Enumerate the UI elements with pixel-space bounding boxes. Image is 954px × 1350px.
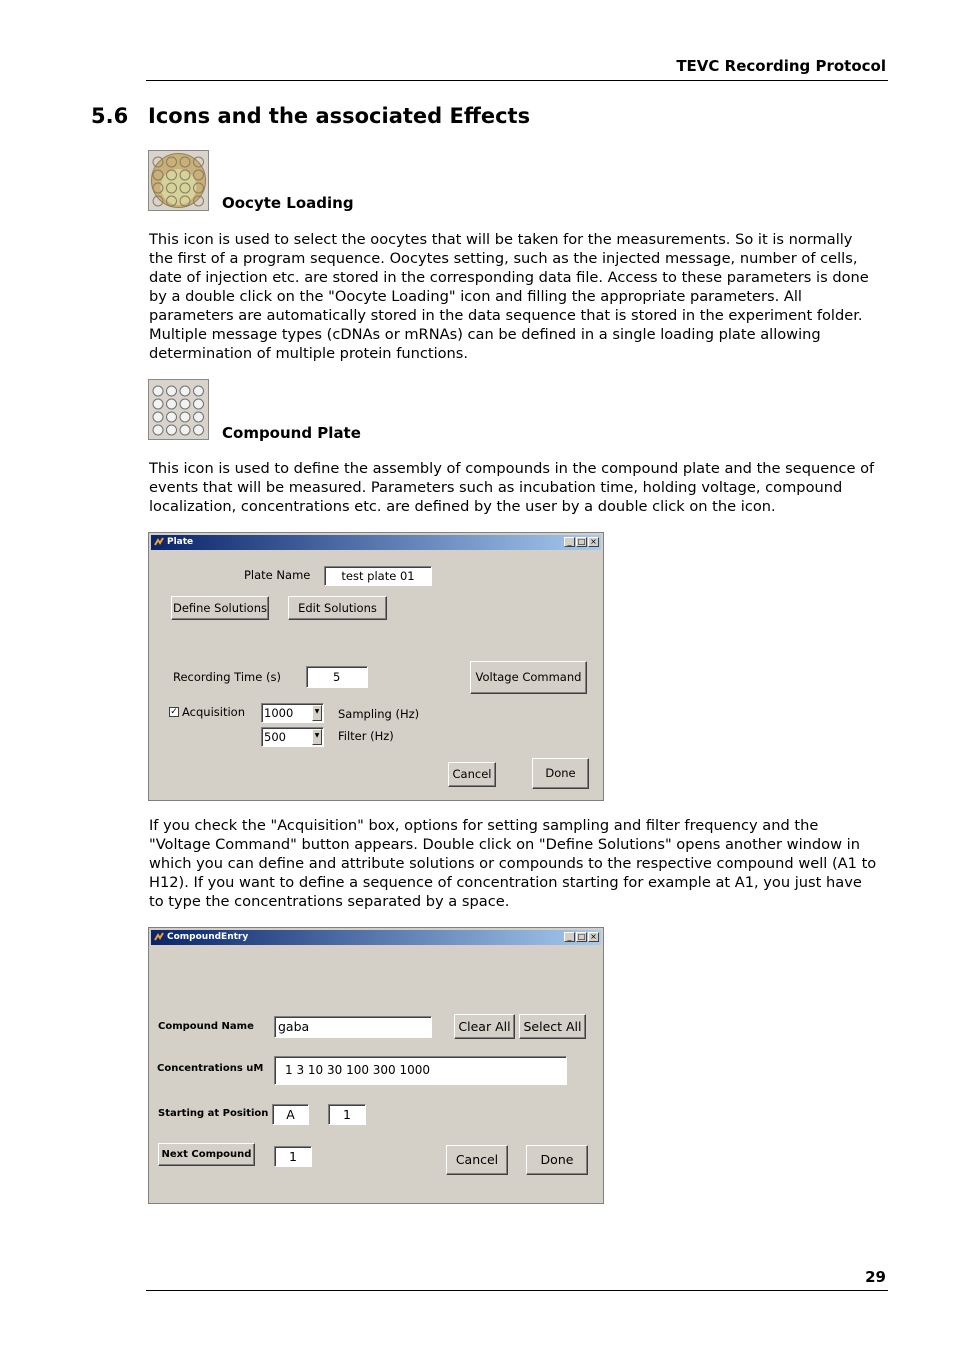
compound-name-label: Compound Name: [158, 1021, 254, 1032]
compound-window-titlebar[interactable]: [151, 930, 601, 945]
oocyte-loading-label: Oocyte Loading: [222, 194, 354, 212]
sampling-label: Sampling (Hz): [338, 707, 420, 721]
compound-plate-icon[interactable]: [148, 379, 209, 440]
plate-window: [148, 532, 604, 801]
next-compound-button[interactable]: Next Compound: [158, 1143, 255, 1166]
done-button[interactable]: Done: [532, 758, 589, 789]
define-solutions-button[interactable]: Define Solutions: [171, 596, 269, 620]
select-all-button[interactable]: Select All: [519, 1014, 586, 1039]
compound-entry-window: [148, 927, 604, 1204]
matlab-icon: [154, 932, 164, 942]
voltage-command-button[interactable]: Voltage Command: [470, 661, 587, 694]
footer-rule: [146, 1290, 888, 1291]
section-title: Icons and the associated Effects: [148, 104, 531, 128]
sampling-select[interactable]: [261, 703, 324, 723]
next-compound-input[interactable]: 1: [274, 1146, 312, 1167]
compound-description: This icon is used to define the assembly of compounds in the compound plate and the sequence of events that will be measured. Parameters such as incubation time, holding voltage, compound localization, concentrations etc. are defined by the user by a double click on the icon.: [149, 460, 875, 515]
minimize-icon[interactable]: _: [564, 932, 575, 942]
maximize-icon[interactable]: □: [577, 537, 586, 546]
minimize-icon[interactable]: _: [564, 537, 575, 547]
middle-paragraph: If you check the "Acquisition" box, options for setting sampling and filter frequency and the "Voltage Command" button appears. Double click on "Define Solutions" opens another window in which you can define and attribute solutions or compounds to the respective compound well (A1 to H12). If you want to define a sequence of concentration starting for example at A1, you just have to type the concentrations separated by a space.: [149, 817, 877, 910]
starting-position-label: Starting at Position: [158, 1108, 269, 1119]
section-number: 5.6: [91, 104, 129, 128]
sampling-value: 1000: [264, 706, 294, 720]
filter-value: 500: [264, 730, 286, 744]
chevron-down-icon[interactable]: ▼: [312, 729, 322, 745]
cancel-button[interactable]: Cancel: [446, 1145, 508, 1175]
start-row-input[interactable]: A: [272, 1104, 309, 1125]
cancel-button[interactable]: Cancel: [448, 762, 496, 787]
start-col-input[interactable]: 1: [328, 1104, 366, 1125]
oocyte-description: This icon is used to select the oocytes that will be taken for the measurements. So it is normally the first of a program sequence. Oocytes setting, such as the injected message, number of cells, date of injection etc. are stored in the corresponding data file. Access to these parameters is done by a double click on the "Oocyte Loading" icon and filling the appropriate parameters. All parameters are automatically stored in the data sequence that is stored in the experiment folder. Multiple message types (cDNAs or mRNAs) can be defined in a single loading plate allowing determination of multiple protein functions.: [149, 231, 869, 362]
plate-name-input[interactable]: test plate 01: [324, 566, 432, 586]
concentrations-label: Concentrations uM: [157, 1063, 264, 1074]
compound-window-title: CompoundEntry: [167, 932, 249, 942]
maximize-icon[interactable]: □: [577, 932, 586, 941]
running-header: TEVC Recording Protocol: [676, 57, 886, 75]
filter-select[interactable]: [261, 727, 324, 747]
close-icon[interactable]: ×: [588, 932, 599, 942]
compound-name-input[interactable]: gaba: [274, 1016, 432, 1038]
acquisition-checkbox[interactable]: ✓: [170, 707, 178, 717]
recording-time-input[interactable]: 5: [306, 666, 368, 688]
done-button[interactable]: Done: [526, 1145, 588, 1175]
recording-time-label: Recording Time (s): [173, 670, 281, 684]
clear-all-button[interactable]: Clear All: [454, 1014, 515, 1039]
edit-solutions-button[interactable]: Edit Solutions: [288, 596, 387, 620]
matlab-icon: [154, 537, 164, 547]
chevron-down-icon[interactable]: ▼: [312, 705, 322, 721]
compound-plate-label: Compound Plate: [222, 424, 361, 442]
oocyte-loading-icon[interactable]: [148, 150, 209, 211]
plate-window-title: Plate: [167, 537, 194, 547]
header-rule: [146, 80, 888, 81]
plate-window-titlebar[interactable]: [151, 535, 601, 550]
acquisition-label: Acquisition: [182, 705, 245, 719]
concentrations-input[interactable]: 1 3 10 30 100 300 1000: [274, 1056, 567, 1085]
plate-name-label: Plate Name: [244, 568, 311, 582]
page-number: 29: [865, 1268, 886, 1286]
filter-label: Filter (Hz): [338, 729, 394, 743]
close-icon[interactable]: ×: [588, 537, 599, 547]
section-heading: [91, 104, 530, 128]
